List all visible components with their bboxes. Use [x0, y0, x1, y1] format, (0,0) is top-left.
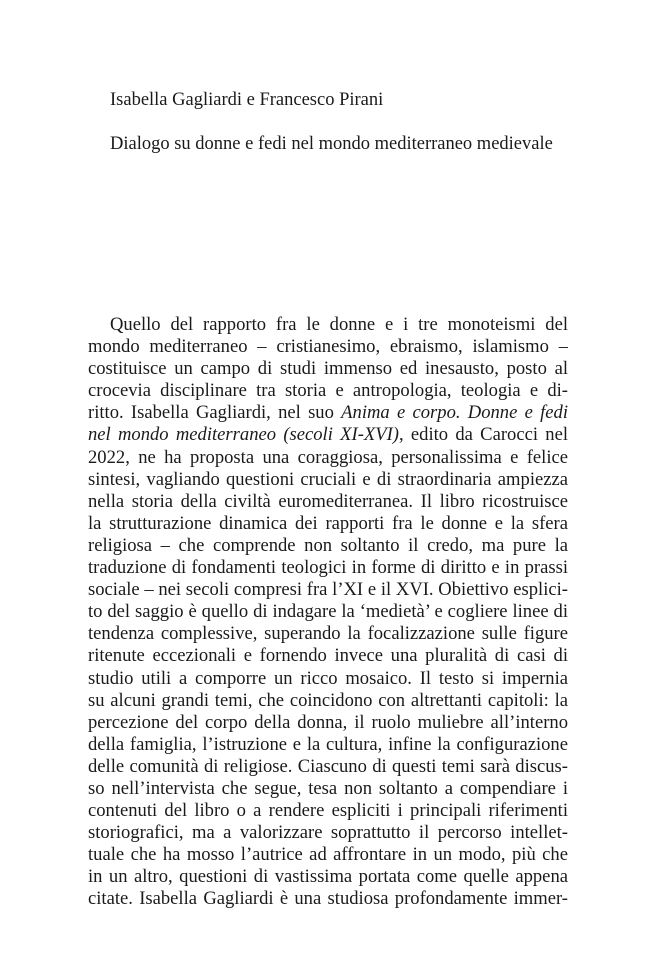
text-line [88, 866, 568, 888]
text-segment: storiografici, ma a valorizzare soprattutto il percorso intellet- [88, 822, 568, 844]
text-segment: sintesi, vagliando questioni cruciali e di straordinaria ampiezza [88, 468, 568, 490]
text-line [88, 513, 568, 535]
text-segment: to del saggio è quello di indagare la ‘medietà’ e cogliere linee di [88, 601, 568, 623]
text-segment: ritenute eccezionali e fornendo invece una pluralità di casi di [88, 645, 568, 667]
text-segment: contenuti del libro o a rendere espliciti i principali riferimenti [88, 800, 568, 822]
text-line [88, 336, 568, 358]
text-segment: in un altro, questioni di vastissima portata come quelle appena [88, 866, 568, 888]
text-segment: religiosa – che comprende non soltanto il credo, ma pure la [88, 534, 568, 556]
text-segment: Quello del rapporto fra le donne e i tre monoteismi del [110, 314, 568, 335]
text-line [88, 888, 568, 910]
text-segment: , edito da Carocci nel [399, 424, 568, 446]
text-segment: tuale che ha mosso l’autrice ad affrontare in un modo, più che [88, 844, 568, 866]
text-segment: delle comunità di religiose. Ciascuno di questi temi sarà discus- [88, 755, 568, 777]
text-line [88, 557, 568, 579]
text-segment: crocevia disciplinare tra storia e antropologia, teologia e di- [88, 380, 568, 402]
italic-text-segment: nel mondo mediterraneo (secoli XI-XVI) [88, 424, 399, 446]
text-line [88, 668, 568, 690]
text-segment: costituisce un campo di studi immenso ed inesausto, posto al [88, 358, 568, 380]
text-line [88, 424, 568, 446]
text-segment: su alcuni grandi temi, che coincidono con altrettanti capitoli: la [88, 689, 568, 711]
text-line [88, 645, 568, 667]
text-line [88, 756, 568, 778]
author-names: Isabella Gagliardi e Francesco Pirani [110, 90, 384, 110]
text-segment: percezione del corpo della donna, il ruolo muliebre all’interno [88, 711, 568, 733]
italic-text-segment: Anima e corpo. Donne e fedi [341, 402, 568, 424]
text-line [88, 734, 568, 756]
text-segment: mondo mediterraneo – cristianesimo, ebraismo, islamismo – [88, 336, 568, 358]
text-line [88, 447, 568, 469]
text-line [88, 690, 568, 712]
text-segment: citate. Isabella Gagliardi è una studiosa profondamente immer- [88, 888, 568, 910]
body-paragraph [88, 314, 568, 911]
text-segment: so nell’intervista che segue, tesa non soltanto a compendiare i [88, 777, 568, 799]
text-line [88, 491, 568, 513]
text-line [88, 822, 568, 844]
text-line [88, 844, 568, 866]
text-line [88, 380, 568, 402]
text-line [88, 358, 568, 380]
text-segment: tendenza complessive, superando la focalizzazione sulle figure [88, 623, 568, 645]
text-line [88, 535, 568, 557]
text-line [88, 601, 568, 623]
text-line [88, 778, 568, 800]
text-segment: studio utili a comporre un ricco mosaico. Il testo si impernia [88, 667, 568, 689]
text-segment: la strutturazione dinamica dei rapporti fra le donne e la sfera [88, 512, 568, 534]
text-line [88, 402, 568, 424]
text-line [88, 579, 568, 601]
text-line [88, 314, 568, 336]
text-line [88, 712, 568, 734]
text-segment: della famiglia, l’istruzione e la cultura, infine la configurazione [88, 733, 568, 755]
text-line [88, 623, 568, 645]
text-line [88, 469, 568, 491]
text-segment: 2022, ne ha proposta una coraggiosa, personalissima e felice [88, 446, 568, 468]
text-line [88, 800, 568, 822]
document-title: Dialogo su donne e fedi nel mondo mediterraneo medievale [110, 134, 553, 154]
text-segment: traduzione di fondamenti teologici in forme di diritto e in prassi [88, 557, 568, 579]
text-segment: nella storia della civiltà euromediterranea. Il libro ricostruisce [88, 490, 568, 512]
text-segment: ritto. Isabella Gagliardi, nel suo [88, 402, 342, 424]
text-segment: sociale – nei secoli compresi fra l’XI e il XVI. Obiettivo esplici- [88, 579, 568, 601]
